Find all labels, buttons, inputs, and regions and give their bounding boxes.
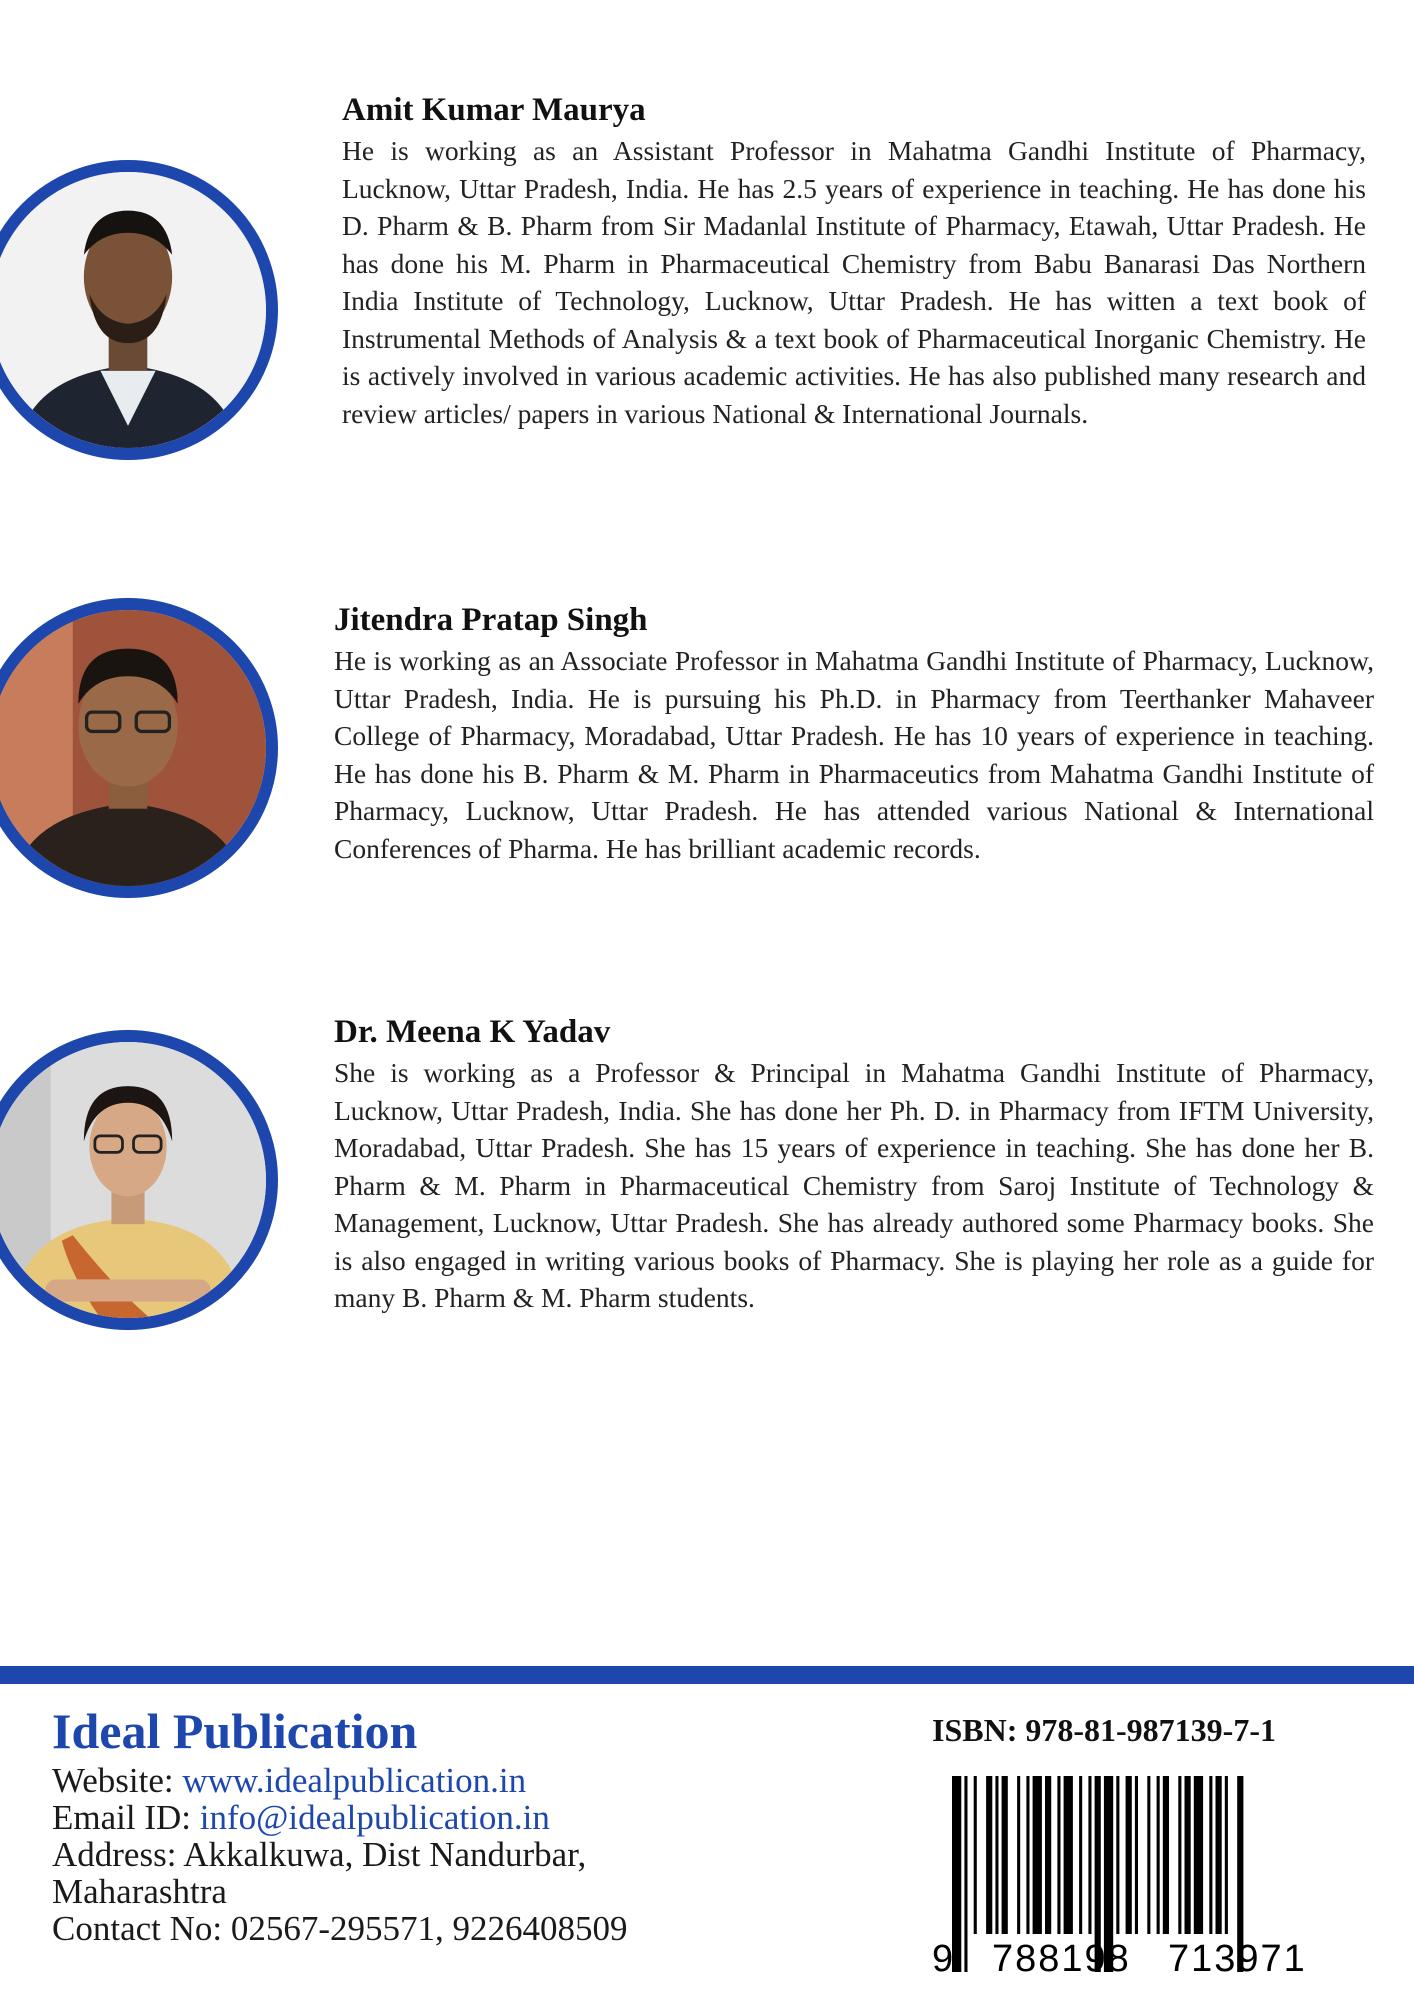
publisher-website-line <box>52 1762 792 1799</box>
barcode-bar <box>1216 1776 1222 1934</box>
barcode-bar <box>1126 1776 1132 1934</box>
author-name: Dr. Meena K Yadav <box>334 1014 611 1050</box>
barcode-bar <box>1225 1776 1228 1934</box>
barcode-bar <box>986 1776 992 1934</box>
author-bio: He is working as an Associate Professor in Mahatma Gandhi Institute of Pharmacy, Lucknow, Uttar Pradesh, India. He is pursuing his Ph.D. in Pharmacy from Teerthanker Mahaveer College of Pharmacy, Moradabad, Uttar Pradesh. He has 10 years of experience in teaching. He has done his B. Pharm & M. Pharm in Pharmaceutics from Mahatma Gandhi Institute of Pharmacy, Lucknow, Uttar Pradesh. He has attended various National & International Conferences of Pharma. He has brilliant academic records. <box>334 645 1374 864</box>
barcode-bar <box>1178 1776 1181 1934</box>
website-link[interactable]: www.idealpublication.in <box>182 1761 527 1800</box>
publisher-address-line: Address: Akkalkuwa, Dist Nandurbar, <box>52 1835 587 1874</box>
author-bio-block <box>342 90 1366 432</box>
barcode-digits-left: 788198 <box>992 1938 1131 1980</box>
email-label: Email ID: <box>52 1798 200 1837</box>
barcode-bar <box>1026 1776 1029 1934</box>
barcode-bar <box>1194 1776 1203 1934</box>
publisher-email-line <box>52 1799 792 1836</box>
barcode-bar <box>952 1776 961 1972</box>
barcode-digits-right: 713971 <box>1168 1938 1307 1980</box>
barcode-bar <box>1147 1776 1150 1934</box>
author-bio: He is working as an Assistant Professor in Mahatma Gandhi Institute of Pharmacy, Lucknow, Uttar Pradesh, India. He has 2.5 years of experience in teaching. He has done his D. Pharm & B. Pharm from Sir Madanlal Institute of Pharmacy, Etawah, Uttar Pradesh. He has done his M. Pharm in Pharmaceutical Chemistry from Babu Banarasi Das Northern India Institute of Technology, Lucknow, Uttar Pradesh. He has witten a text book of Instrumental Methods of Analysis & a text book of Pharmaceutical Inorganic Chemistry. He is actively involved in various academic activities. He has also published many research and review articles/ papers in various National & International Journals. <box>342 135 1366 429</box>
website-label: Website: <box>52 1761 183 1800</box>
barcode-bar <box>1088 1776 1091 1934</box>
author-bio-block <box>334 600 1374 867</box>
barcode-bar <box>1033 1776 1042 1934</box>
isbn-barcode <box>930 1776 1360 1980</box>
author-bio: She is working as a Professor & Principal in Mahatma Gandhi Institute of Pharmacy, Lucknow, Uttar Pradesh, India. She has done her Ph. D. in Pharmacy from IFTM University, Moradabad, Uttar Pradesh. She has 15 years of experience in teaching. She has done her B. Pharm & M. Pharm in Pharmaceutical Chemistry from Saroj Institute of Technology & Management, Lucknow, Uttar Pradesh. She has already authored some Pharmacy books. She is also engaged in writing various books of Pharmacy. She is playing her role as a guide for many B. Pharm & M. Pharm students. <box>334 1057 1374 1313</box>
author-photo <box>0 1030 278 1330</box>
isbn-label: ISBN: 978-81-987139-7-1 <box>932 1712 1276 1748</box>
barcode-bar <box>1045 1776 1051 1934</box>
barcode-bar <box>1079 1776 1082 1934</box>
footer-divider-bar <box>0 1666 1414 1684</box>
barcode-bar <box>1002 1776 1008 1934</box>
publisher-info <box>52 1700 792 1947</box>
barcode-bar <box>995 1776 998 1934</box>
barcode-bar <box>974 1776 977 1934</box>
barcode-bar <box>1017 1776 1020 1934</box>
publisher-contact: Contact No: 02567-295571, 9226408509 <box>52 1909 628 1948</box>
author-photo <box>0 598 278 898</box>
email-link[interactable]: info@idealpublication.in <box>199 1798 550 1837</box>
barcode-bar <box>1057 1776 1060 1934</box>
author-name: Jitendra Pratap Singh <box>334 602 648 638</box>
barcode-bar <box>1209 1776 1212 1934</box>
publisher-name: Ideal Publication <box>52 1703 418 1759</box>
barcode-bar <box>1163 1776 1169 1934</box>
barcode-bar <box>1064 1776 1073 1934</box>
author-bio-block <box>334 1012 1374 1317</box>
barcode-bar <box>1185 1776 1191 1934</box>
publisher-address-line-2: Maharashtra <box>52 1872 227 1911</box>
barcode-digit-first: 9 <box>932 1938 954 1980</box>
barcode-bar <box>1135 1776 1138 1934</box>
author-photo <box>0 160 278 460</box>
author-name: Amit Kumar Maurya <box>342 92 646 128</box>
barcode-bar <box>964 1776 967 1972</box>
barcode-bar <box>1157 1776 1160 1934</box>
barcode-bar <box>1116 1776 1119 1934</box>
